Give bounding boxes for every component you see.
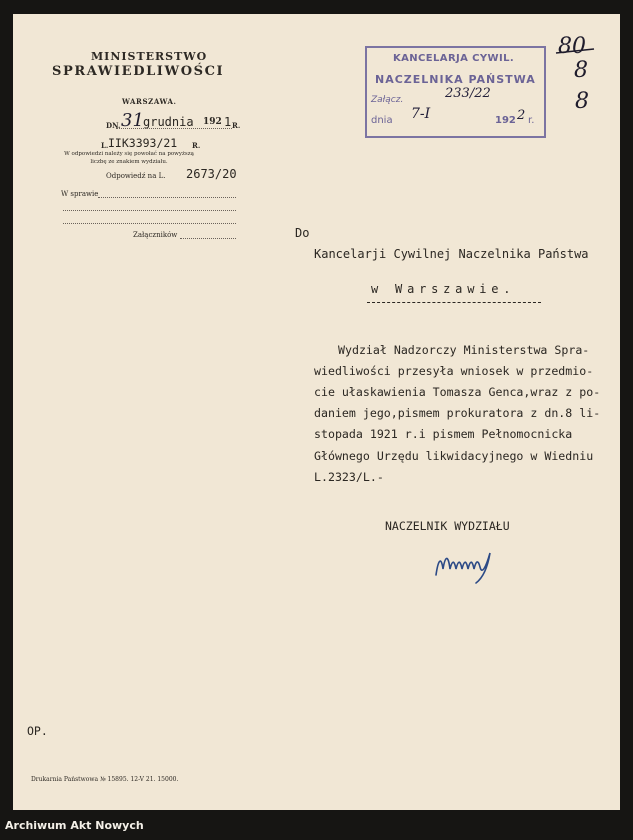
date-underline [116,128,232,129]
ref-suffix: R. [192,141,201,150]
date-year-prefix: 192 [203,117,222,127]
body-line-1: Wydział Nadzorczy Ministerstwa Spra- [338,343,590,357]
matter-line-3 [63,223,236,224]
stamp-date-value: 7-I [411,106,431,122]
matter-label: W sprawie [61,190,99,198]
footer-initials: OP. [27,724,48,738]
reception-stamp [365,46,546,138]
matter-line-1 [98,197,236,198]
address-to: Do [295,226,310,240]
reference-instruction: W odpowiedzi należy się powołać na powyższą liczbę ze znakiem wydziału. [64,151,194,165]
archive-watermark-bar [0,813,633,840]
date-year-digit: 1 [224,115,232,129]
stamp-attach-value: 233/22 [445,86,491,101]
address-recipient: Kancelarji Cywilnej Naczelnika Państwa [314,247,589,261]
body-line-2: wiedliwości przesyła wniosek w przedmio- [314,364,594,378]
reply-value: 2673/20 [186,167,237,181]
institution-line1: MINISTERSTWO [91,50,208,63]
ref-value: IIK3393/21 [108,136,178,150]
signature-title: NACZELNIK WYDZIAŁU [385,519,510,533]
corner-number-crossed: 80 [558,34,586,59]
stamp-year-prefix: 192 [495,115,516,126]
stamp-line1: KANCELARJA CYWIL. [393,53,515,64]
stamp-year-digit: 2 [517,108,526,123]
date-prefix: DN. [106,121,121,130]
ref-prefix: L. [101,141,109,150]
body-line-4: daniem jego,pismem prokuratora z dn.8 li- [314,406,601,420]
stamp-line2: NACZELNIKA PAŃSTWA [375,73,536,86]
body-line-6: Głównego Urzędu likwidacyjnego w Wiedniu [314,449,594,463]
date-day: 31 [121,110,144,131]
institution-line2: SPRAWIEDLIWOŚCI [52,64,225,79]
date-month: grudnia [143,115,194,129]
attachments-label: Załączników [133,231,178,239]
attachments-line [180,238,236,239]
corner-number-1: 8 [574,58,588,83]
letterhead-city: WARSZAWA. [122,97,177,106]
archive-watermark: Archiwum Akt Nowych [5,819,144,832]
matter-line-2 [63,210,236,211]
stamp-date-label: dnia [371,115,393,126]
strike-line [554,46,596,56]
address-underline [367,302,541,303]
address-city: w Warszawie. [371,282,516,296]
handwritten-signature [432,545,496,585]
stamp-attach-label: Załącz. [371,95,404,105]
date-suffix: R. [232,121,241,130]
body-line-5: stopada 1921 r.i pismem Pełnomocnicka [314,427,573,441]
corner-number-2: 8 [575,89,589,114]
printer-imprint: Drukarnia Państwowa № 15895. 12-V 21. 15000. [31,776,179,783]
stamp-year-suffix: r. [528,115,535,126]
reply-prefix: Odpowiedź na L. [106,172,166,180]
body-line-3: cie ułaskawienia Tomasza Genca,wraz z po- [314,385,601,399]
body-line-7: L.2323/L.- [314,470,384,484]
